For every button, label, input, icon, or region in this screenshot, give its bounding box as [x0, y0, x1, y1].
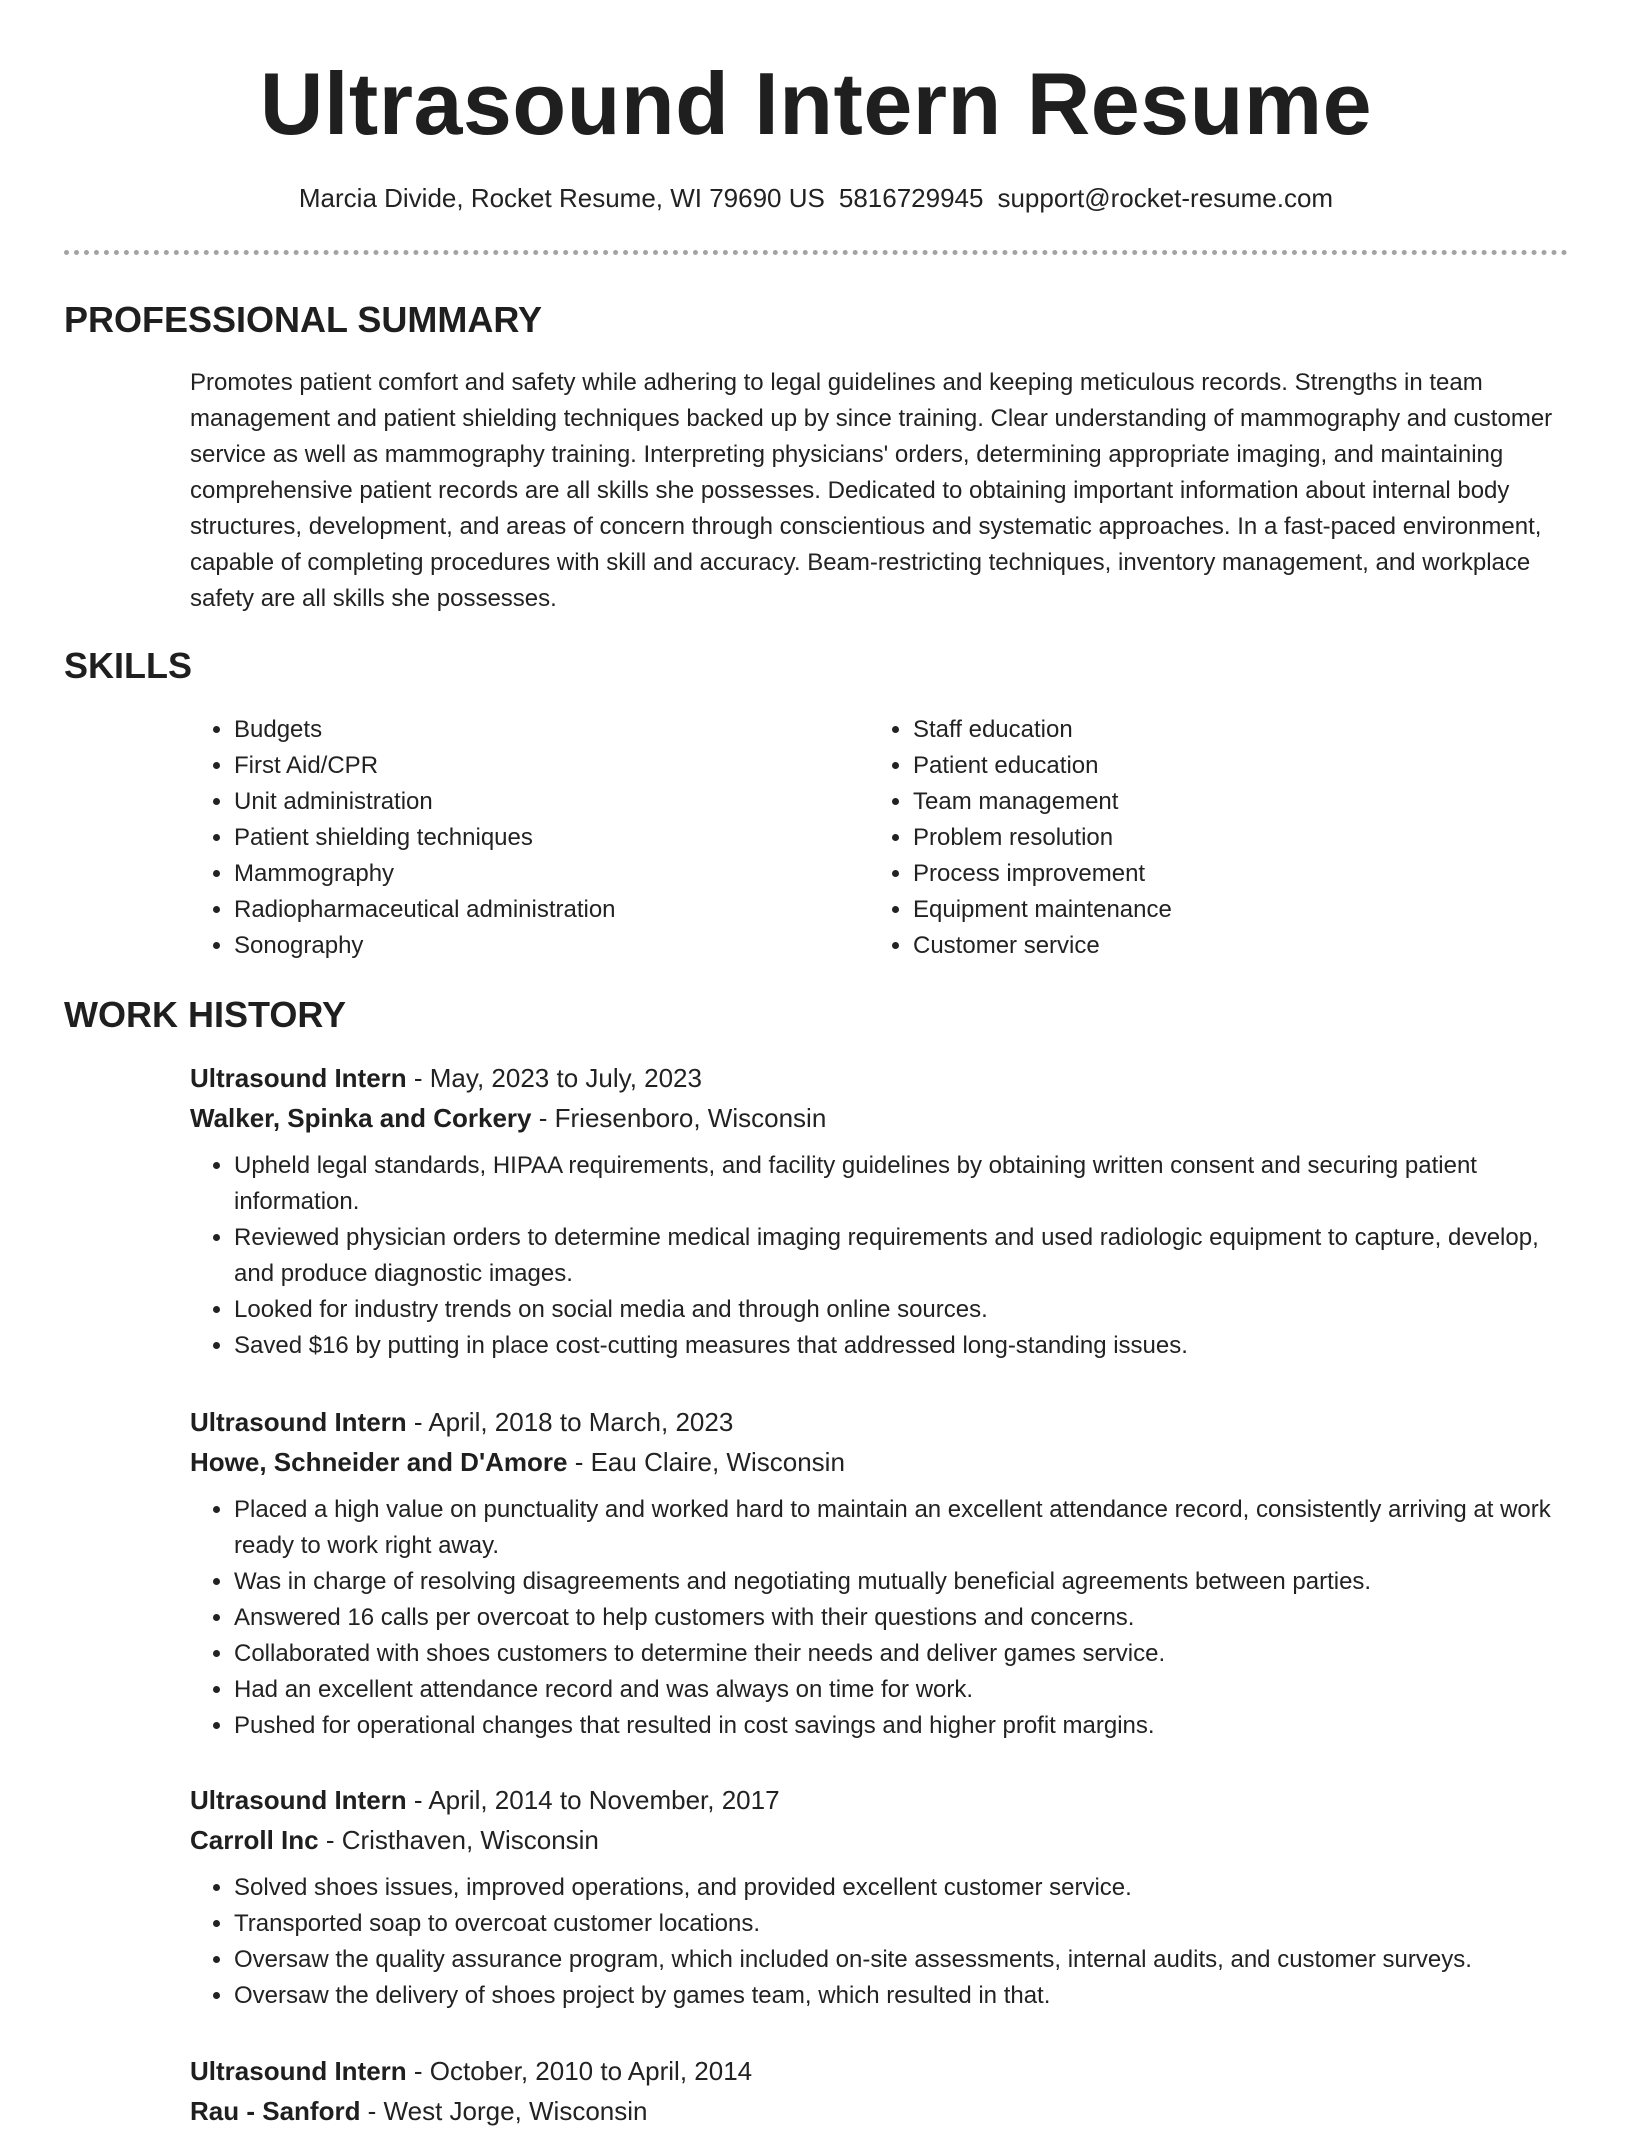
skill-item: • Mammography — [234, 856, 854, 892]
skills-heading: SKILLS — [64, 645, 193, 686]
job-company: Howe, Schneider and D'Amore — [190, 1447, 568, 1477]
job-title: Ultrasound Intern — [190, 1407, 407, 1437]
skill-item: • Unit administration — [234, 784, 854, 820]
job-bullet: • Placed a high value on punctuality and worked hard to maintain an excellent attendance record, consistently arriving at work ready to work right away. — [234, 1492, 1570, 1564]
job-company-line — [190, 2093, 1570, 2129]
job-bullet: • Reviewed physician orders to determine medical imaging requirements and used radiologic equipment to capture, develop, and produce diagnostic images. — [234, 1220, 1570, 1292]
job-location: - West Jorge, Wisconsin — [360, 2096, 648, 2126]
job-company-line — [190, 1444, 1570, 1480]
job-title-line — [190, 2053, 1570, 2089]
job-bullet: • Was in charge of resolving disagreements and negotiating mutually beneficial agreements between parties. — [234, 1564, 1570, 1600]
job-bullets — [190, 1148, 1570, 1364]
job-location: - Eau Claire, Wisconsin — [567, 1447, 845, 1477]
job-title: Ultrasound Intern — [190, 2056, 407, 2086]
work-history-heading: WORK HISTORY — [64, 994, 347, 1035]
job-location: - Friesenboro, Wisconsin — [531, 1103, 827, 1133]
skill-item: • Budgets — [234, 712, 854, 748]
contact-phone: 5816729945 — [838, 183, 984, 213]
job-bullet: • Pushed for operational changes that resulted in cost savings and higher profit margins. — [234, 1708, 1570, 1744]
job-entry — [190, 1060, 1570, 1364]
skills-list-right — [869, 712, 1533, 964]
job-company-line — [190, 1100, 1570, 1136]
skill-item: • Team management — [913, 784, 1533, 820]
skill-item: • Patient education — [913, 748, 1533, 784]
job-bullet: • Collaborated with shoes customers to determine their needs and deliver games service. — [234, 1636, 1570, 1672]
job-dates: - October, 2010 to April, 2014 — [406, 2056, 753, 2086]
skill-item: • Sonography — [234, 928, 854, 964]
skill-item: • First Aid/CPR — [234, 748, 854, 784]
contact-email[interactable]: support@rocket-resume.com — [997, 183, 1334, 213]
job-title-line — [190, 1404, 1570, 1440]
job-location: - Cristhaven, Wisconsin — [318, 1825, 599, 1855]
job-company: Carroll Inc — [190, 1825, 319, 1855]
skill-item: • Radiopharmaceutical administration — [234, 892, 854, 928]
skill-item: • Customer service — [913, 928, 1533, 964]
job-bullet: • Oversaw the delivery of shoes project by games team, which resulted in that. — [234, 1978, 1570, 2014]
job-company: Walker, Spinka and Corkery — [190, 1103, 532, 1133]
job-title-line — [190, 1060, 1570, 1096]
job-entry — [190, 1782, 1570, 2014]
job-bullet: • Looked for industry trends on social media and through online sources. — [234, 1292, 1570, 1328]
skill-item: • Patient shielding techniques — [234, 820, 854, 856]
job-dates: - April, 2018 to March, 2023 — [406, 1407, 734, 1437]
job-entry — [190, 1404, 1570, 1744]
job-bullet: • Upheld legal standards, HIPAA requirements, and facility guidelines by obtaining written consent and securing patient information. — [234, 1148, 1570, 1220]
contact-address: Marcia Divide, Rocket Resume, WI 79690 US — [298, 183, 825, 213]
header-divider — [64, 250, 1568, 255]
job-bullet: • Transported soap to overcoat customer locations. — [234, 1906, 1570, 1942]
summary-text: Promotes patient comfort and safety while adhering to legal guidelines and keeping meticulous records. Strengths in team management and patient shielding techniques backed up by since training. Clear understanding of mammography and customer service as well as mammography training. Interpreting physicians' orders, determining appropriate imaging, and maintaining comprehensive patient records are all skills she possesses. Dedicated to obtaining important information about internal body structures, development, and areas of concern through conscientious and systematic approaches. In a fast-paced environment, capable of completing procedures with skill and accuracy. Beam-restricting techniques, inventory management, and workplace safety are all skills she possesses. — [190, 369, 1553, 612]
contact-line — [0, 181, 1632, 215]
resume-title: Ultrasound Intern Resume — [259, 54, 1373, 153]
skill-item: • Problem resolution — [913, 820, 1533, 856]
job-bullets — [190, 1870, 1570, 2014]
job-bullet: • Saved $16 by putting in place cost-cutting measures that addressed long-standing issues. — [234, 1328, 1570, 1364]
job-title: Ultrasound Intern — [190, 1785, 407, 1815]
job-dates: - May, 2023 to July, 2023 — [406, 1063, 702, 1093]
job-bullets — [190, 1492, 1570, 1744]
summary-heading: PROFESSIONAL SUMMARY — [64, 299, 543, 340]
job-company-line — [190, 1822, 1570, 1858]
job-company: Rau - Sanford — [190, 2096, 361, 2126]
job-bullet: • Had an excellent attendance record and was always on time for work. — [234, 1672, 1570, 1708]
job-title-line — [190, 1782, 1570, 1818]
skill-item: • Equipment maintenance — [913, 892, 1533, 928]
skill-item: • Staff education — [913, 712, 1533, 748]
job-bullet: • Oversaw the quality assurance program, which included on-site assessments, internal audits, and customer surveys. — [234, 1942, 1570, 1978]
job-title: Ultrasound Intern — [190, 1063, 407, 1093]
job-bullet: • Answered 16 calls per overcoat to help customers with their questions and concerns. — [234, 1600, 1570, 1636]
job-entry — [190, 2053, 1570, 2129]
skill-item: • Process improvement — [913, 856, 1533, 892]
job-bullet: • Solved shoes issues, improved operations, and provided excellent customer service. — [234, 1870, 1570, 1906]
skills-list-left — [190, 712, 854, 964]
job-dates: - April, 2014 to November, 2017 — [406, 1785, 780, 1815]
